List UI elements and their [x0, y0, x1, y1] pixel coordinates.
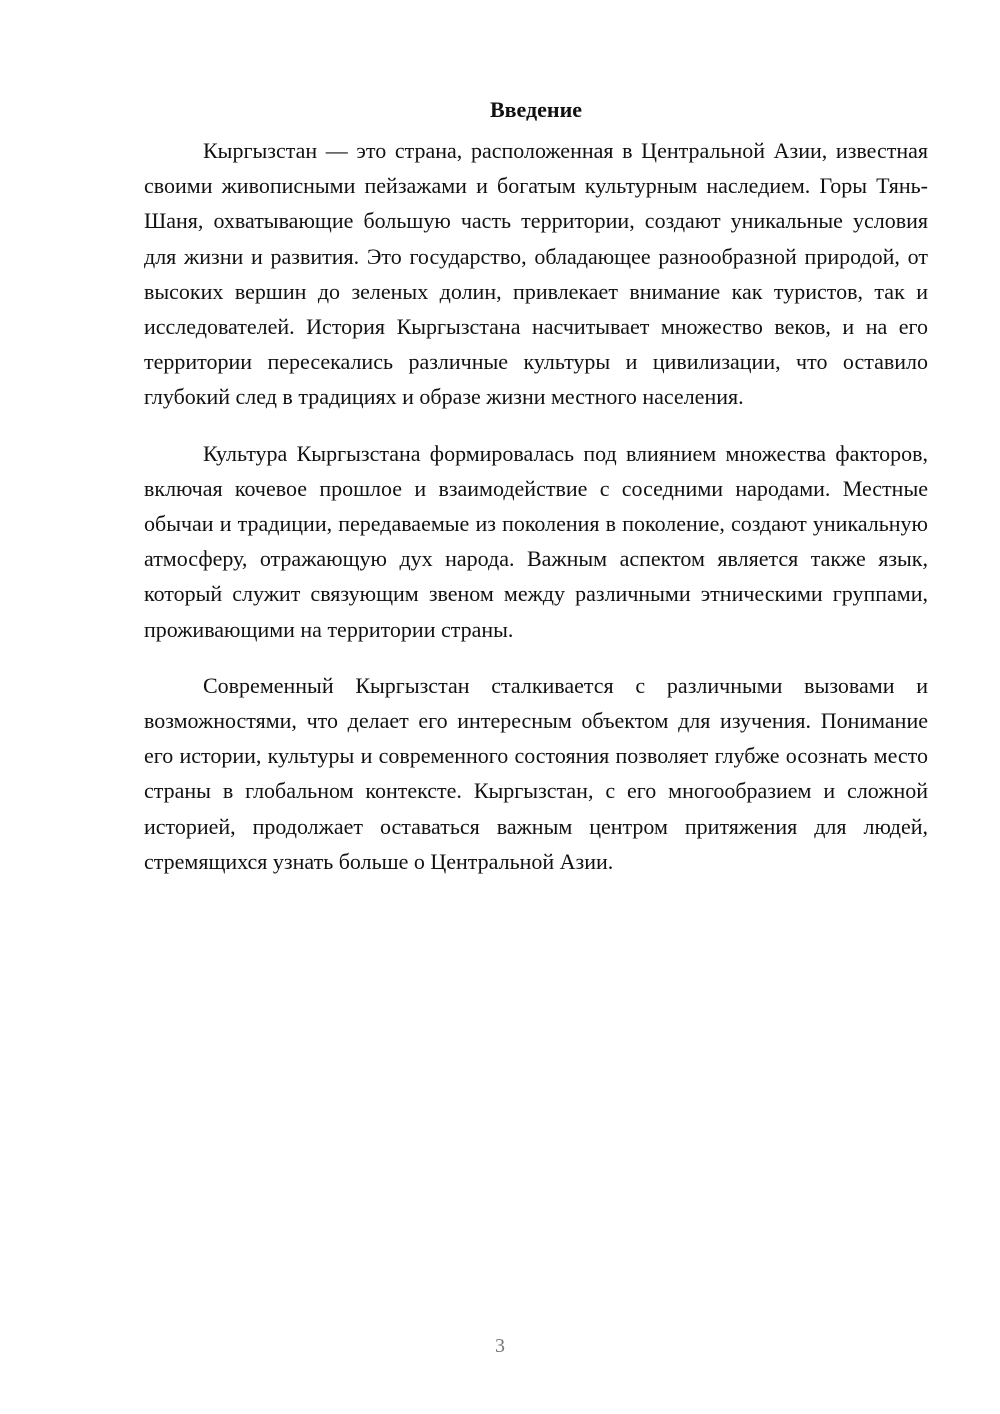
page-content: [144, 92, 928, 900]
paragraph-1: Кыргызстан — это страна, расположенная в Центральной Азии, известная своими живописными пейзажами и богатым культурным наследием. Горы Тянь-Шаня, охватывающие большую часть территории, создают уникальные условия для жизни и развития. Это государство, обладающее разнообразной природой, от высоких вершин до зеленых долин, привлекает внимание как туристов, так и исследователей. История Кыргызстана насчитывает множество веков, и на его территории пересекались различные культуры и цивилизации, что оставило глубокий след в традициях и образе жизни местного населения.: [144, 138, 928, 410]
paragraph-2: Культура Кыргызстана формировалась под влиянием множества факторов, включая кочевое прошлое и взаимодействие с соседними народами. Местные обычаи и традиции, передаваемые из поколения в поколение, создают уникальную атмосферу, отражающую дух народа. Важным аспектом является также язык, который служит связующим звеном между различными этническими группами, проживающими на территории страны.: [144, 440, 928, 642]
paragraph-3: Современный Кыргызстан сталкивается с различными вызовами и возможностями, что делает его интересным объектом для изучения. Понимание его истории, культуры и современного состояния позволяет глубже осознать место страны в глобальном контексте. Кыргызстан, с его многообразием и сложной историей, продолжает оставаться важным центром притяжения для людей, стремящихся узнать больше о Центральной Азии.: [144, 672, 928, 874]
section-heading: Введение: [489, 97, 583, 122]
page-number: 3: [495, 1335, 505, 1357]
